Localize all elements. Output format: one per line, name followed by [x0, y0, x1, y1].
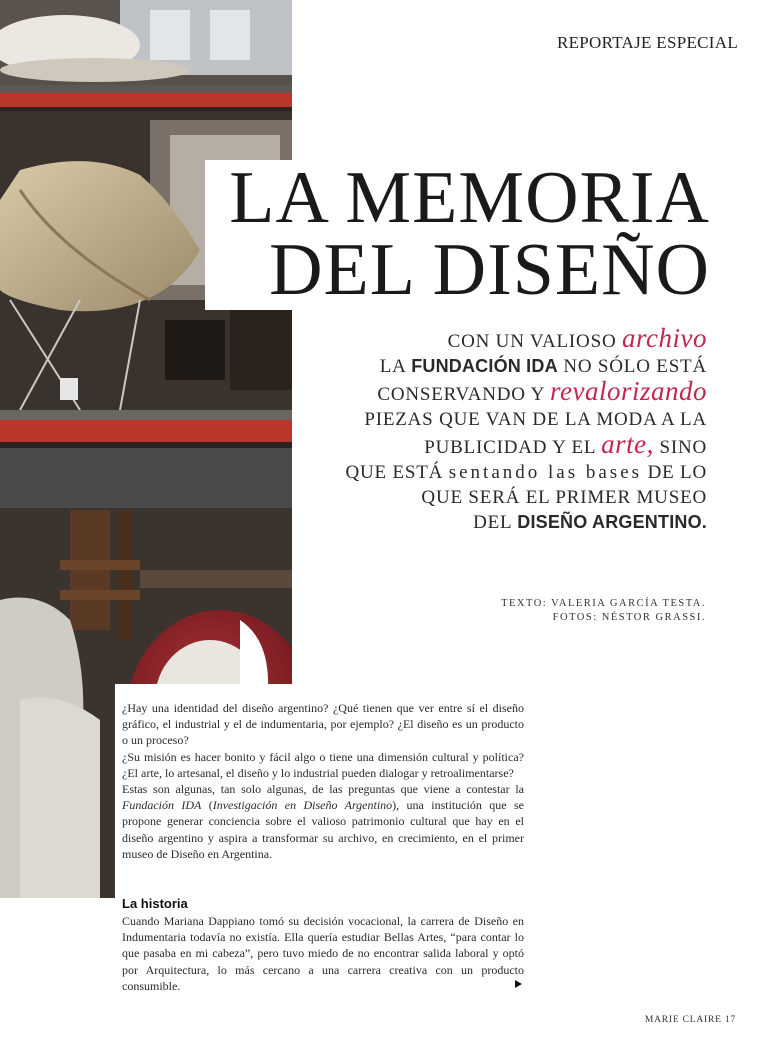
- history-paragraph-1: Cuando Mariana Dappiano tomó su decisión vocacional, la carrera de Diseño en Indumentaria todavía no existía. Ella quería estudiar Bellas Artes, “para contar lo que pasaba en mi cabeza”, pero tuvo miedo de no encontrar salida laboral y optó por Arquitectura, lo más cercano a una carrera creativa con un producto consumible.: [122, 914, 524, 993]
- intro-paragraph-2: ¿Su misión es hacer bonito y fácil algo o tiene una dimensión cultural y política? ¿El arte, lo artesanal, el diseño y lo industrial pueden dialogar y retroalimentarse?: [122, 749, 524, 780]
- text-span: Estas son algunas, tan solo algunas, de las preguntas que viene a contestar la: [122, 782, 524, 797]
- deck-line-3: [300, 376, 707, 407]
- deck-text: LA: [379, 356, 412, 377]
- deck-bold: FUNDACIÓN IDA: [411, 356, 558, 376]
- credit-text: TEXTO: VALERIA GARCÍA TESTA.: [501, 598, 706, 609]
- deck-bold: DISEÑO ARGENTINO.: [517, 512, 707, 532]
- deck: [300, 323, 707, 535]
- italic-span: Investigación en Diseño Argentino: [212, 798, 393, 813]
- page-folio: MARIE CLAIRE 17: [644, 1015, 736, 1025]
- deck-text: CONSERVANDO Y: [377, 384, 550, 405]
- title-line-1: LA MEMORIA: [229, 157, 710, 239]
- deck-line-7: QUE SERÁ EL PRIMER MUSEO: [421, 487, 707, 508]
- deck-line-8: [300, 510, 707, 535]
- deck-text: DEL: [473, 512, 518, 533]
- deck-line-5: [300, 429, 707, 460]
- deck-line-6: [300, 460, 707, 485]
- text-span: (: [201, 798, 213, 813]
- page-title: [210, 157, 710, 311]
- deck-highlight: revalorizando: [550, 376, 707, 406]
- continue-arrow-icon: [515, 980, 522, 988]
- credits: [501, 597, 706, 625]
- intro-paragraph-3: [122, 781, 524, 862]
- deck-text: CON UN VALIOSO: [447, 331, 623, 352]
- history-heading: La historia: [122, 896, 188, 911]
- text-span: ), una institución que se propone generar conciencia sobre el valioso patrimonio cultural que hay en el diseño argentino y aspira a transformar su archivo, en crecimiento, en el primer museo de Diseño en Argentina.: [122, 798, 524, 861]
- intro-paragraph-1: ¿Hay una identidad del diseño argentino? ¿Qué tienen que ver entre sí el diseño gráfico, el industrial y el de indumentaria, por ejemplo? ¿El diseño es un producto o un proceso?: [122, 701, 524, 748]
- history-text: [122, 913, 524, 994]
- deck-highlight: arte,: [601, 429, 654, 459]
- deck-text: PUBLICIDAD Y EL: [424, 437, 602, 458]
- intro-text: [122, 700, 524, 862]
- italic-span: Fundación IDA: [122, 798, 202, 813]
- section-label: REPORTAJE ESPECIAL: [556, 33, 738, 52]
- deck-text: NO SÓLO ESTÁ: [557, 356, 707, 377]
- credit-photos: FOTOS: NÉSTOR GRASSI.: [552, 612, 706, 623]
- title-line-2: DEL DISEÑO: [269, 229, 710, 311]
- deck-text: QUE ESTÁ: [345, 462, 449, 483]
- deck-highlight: archivo: [622, 323, 707, 353]
- deck-text: DE LO: [642, 462, 707, 483]
- deck-line-4: PIEZAS QUE VAN DE LA MODA A LA: [364, 409, 707, 430]
- deck-spaced: sentando las bases: [448, 462, 643, 483]
- deck-line-1: [300, 323, 707, 354]
- deck-text: SINO: [653, 437, 707, 458]
